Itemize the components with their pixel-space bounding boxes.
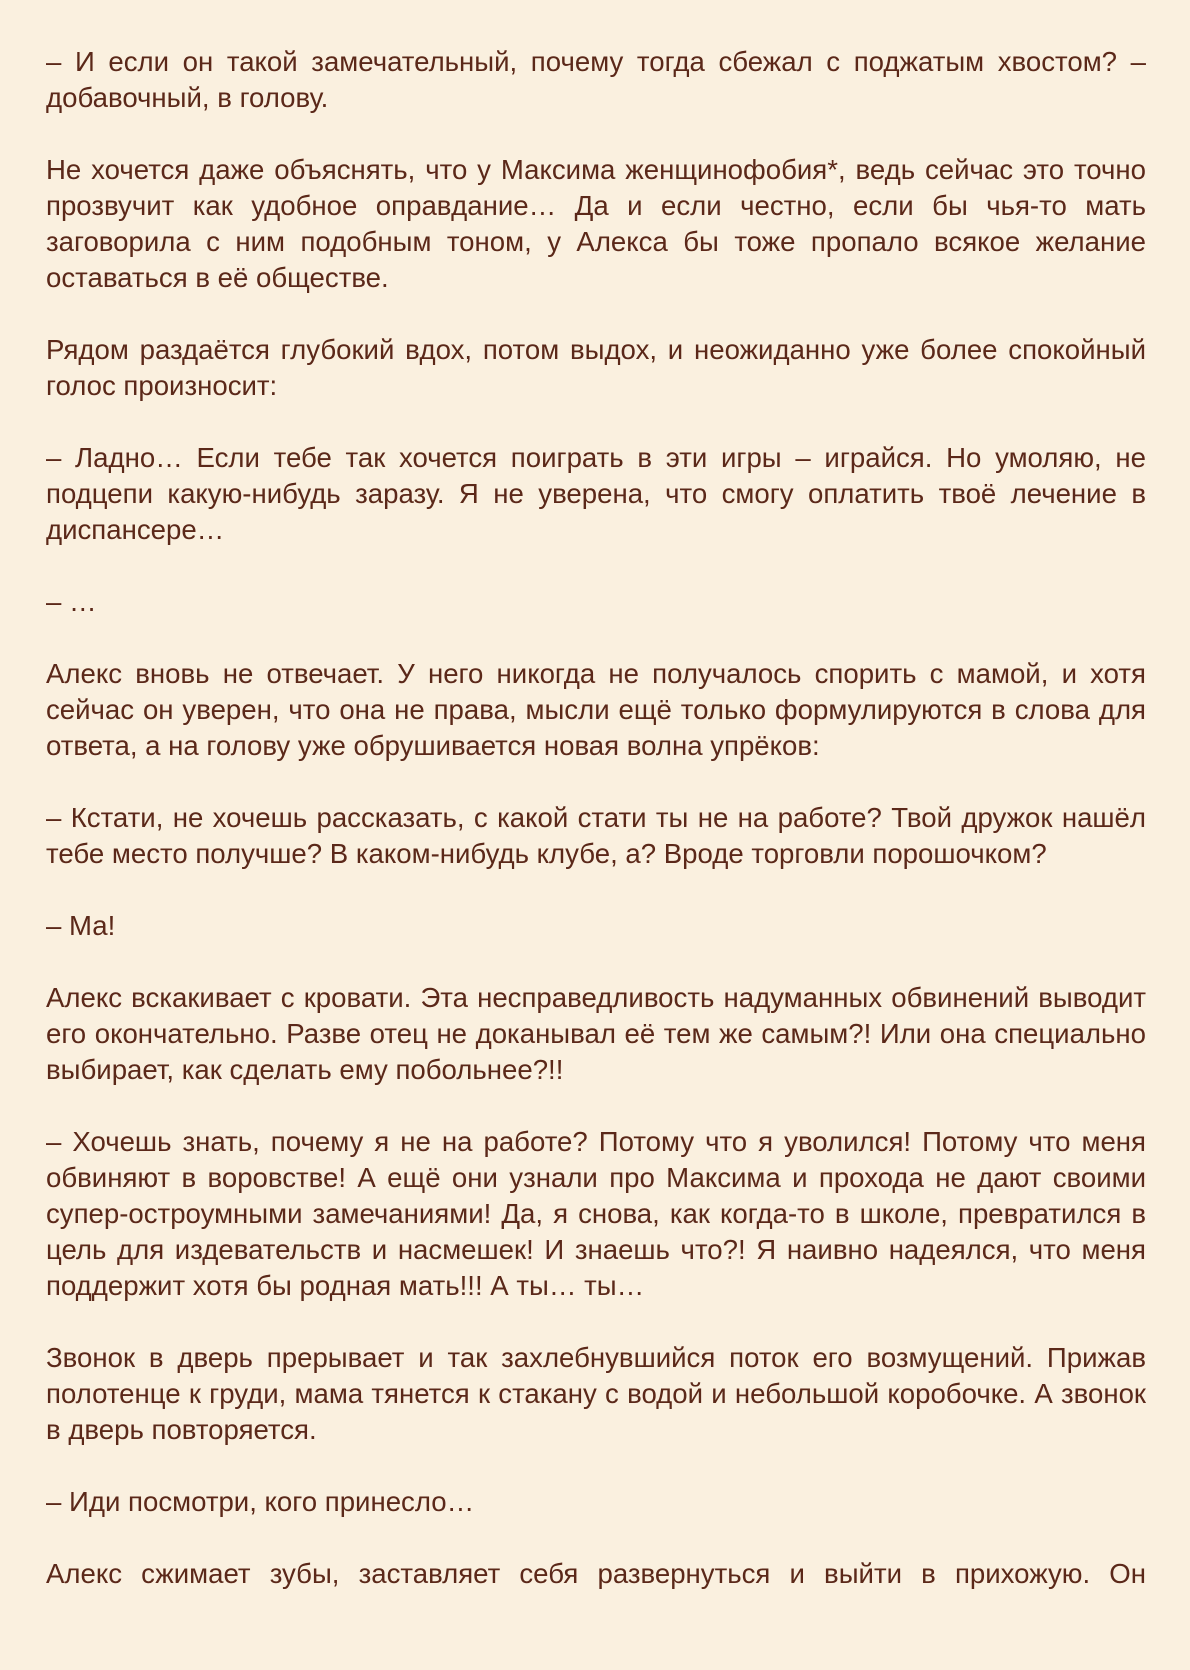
paragraph-10: – Хочешь знать, почему я не на работе? Потому что я уволился! Потому что меня обвиняют в воровстве! А ещё они узнали про Максима и прохода не дают своими супер-остроумными замечаниями! Да, я снова, как когда-то в школе, превратился в цель для издевательств и насмешек! И знаешь что?! Я наивно надеялся, что меня поддержит хотя бы родная мать!!! А ты… ты… bbox=[46, 1126, 1146, 1301]
paragraph-5: – … bbox=[46, 586, 97, 617]
paragraph-6: Алекс вновь не отвечает. У него никогда не получалось спорить с мамой, и хотя сейчас он уверен, что она не права, мысли ещё только формулируются в слова для ответа, а на голову уже обрушивается новая волна упрёков: bbox=[46, 658, 1146, 761]
document-body bbox=[46, 44, 1146, 1592]
paragraph-1: – И если он такой замечательный, почему тогда сбежал с поджатым хвостом? – добавочный, в голову. bbox=[46, 46, 1146, 113]
paragraph-12: – Иди посмотри, кого принесло… bbox=[46, 1486, 475, 1517]
paragraph-4: – Ладно… Если тебе так хочется поиграть в эти игры – играйся. Но умоляю, не подцепи какую-нибудь заразу. Я не уверена, что смогу оплатить твоё лечение в диспансере… bbox=[46, 442, 1146, 545]
paragraph-7: – Кстати, не хочешь рассказать, с какой стати ты не на работе? Твой дружок нашёл тебе место получше? В каком-нибудь клубе, а? Вроде торговли порошочком? bbox=[46, 802, 1146, 869]
paragraph-11: Звонок в дверь прерывает и так захлебнувшийся поток его возмущений. Прижав полотенце к груди, мама тянется к стакану с водой и небольшой коробочке. А звонок в дверь повторяется. bbox=[46, 1342, 1146, 1445]
paragraph-2: Не хочется даже объяснять, что у Максима женщинофобия*, ведь сейчас это точно прозвучит как удобное оправдание… Да и если честно, если бы чья-то мать заговорила с ним подобным тоном, у Алекса бы тоже пропало всякое желание оставаться в её обществе. bbox=[46, 154, 1146, 293]
paragraph-13: Алекс сжимает зубы, заставляет себя развернуться и выйти в прихожую. Он bbox=[46, 1558, 1146, 1589]
paragraph-9: Алекс вскакивает с кровати. Эта несправедливость надуманных обвинений выводит его окончательно. Разве отец не доканывал её тем же самым?! Или она специально выбирает, как сделать ему побольнее?!! bbox=[46, 982, 1146, 1085]
paragraph-3: Рядом раздаётся глубокий вдох, потом выдох, и неожиданно уже более спокойный голос произносит: bbox=[46, 334, 1146, 401]
paragraph-8: – Ма! bbox=[46, 910, 116, 941]
